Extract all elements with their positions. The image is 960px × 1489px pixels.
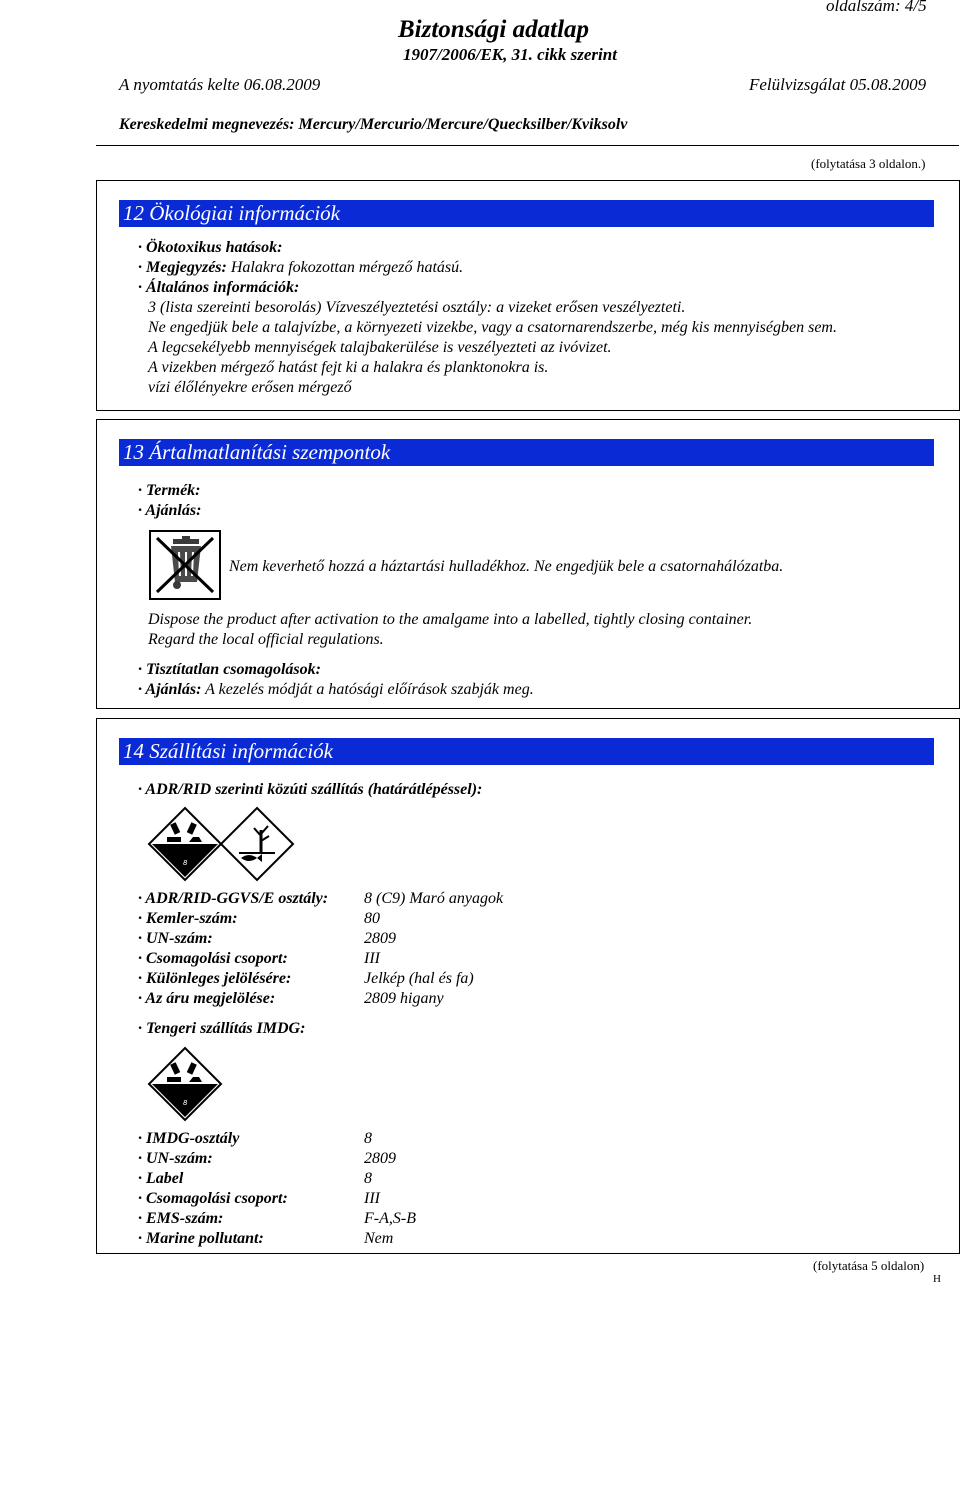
recommendation-label: · Ajánlás:	[138, 502, 202, 519]
svg-text:8: 8	[183, 859, 188, 867]
imdg-row-value: F-A,S-B	[364, 1210, 416, 1227]
adr-row-label: · ADR/RID-GGVS/E osztály:	[138, 890, 329, 907]
imdg-row-value: Nem	[364, 1230, 394, 1247]
imdg-heading: · Tengeri szállítás IMDG:	[138, 1020, 306, 1037]
general-info-label: · Általános információk:	[138, 279, 300, 296]
adr-row-value: III	[364, 950, 380, 967]
corrosive-hazard-icon	[147, 806, 223, 882]
imdg-row-label: · IMDG-osztály	[138, 1130, 240, 1147]
print-date: A nyomtatás kelte 06.08.2009	[119, 75, 321, 94]
packaging-recommend-label: · Ajánlás:	[138, 681, 202, 698]
revision-date: Felülvizsgálat 05.08.2009	[749, 75, 927, 94]
imdg-row-value: III	[364, 1190, 380, 1207]
imdg-row-label: · Marine pollutant:	[138, 1230, 264, 1247]
trade-name: Kereskedelmi megnevezés: Mercury/Mercurio/Mercure/Quecksilber/Kviksolv	[119, 116, 628, 133]
section-12-heading: 12 Ökológiai információk	[119, 200, 934, 227]
eco-line: Ne engedjük bele a talajvízbe, a környezeti vizekbe, vagy a csatornarendszerbe, még kis mennyiségben sem.	[148, 319, 837, 336]
imdg-row-label: · EMS-szám:	[138, 1210, 224, 1227]
imdg-row-value: 8	[364, 1130, 372, 1147]
adr-row-value: 8 (C9) Maró anyagok	[364, 890, 504, 907]
dispose-line: Regard the local official regulations.	[148, 631, 384, 648]
eco-line: 3 (lista szereinti besorolás) Vízveszélyeztetési osztály: a vizeket erősen veszélyezteti.	[148, 299, 686, 316]
adr-row-label: · Az áru megjelölése:	[138, 990, 276, 1007]
note-row	[138, 258, 463, 278]
adr-row-value: 80	[364, 910, 380, 927]
document-subtitle: 1907/2006/EK, 31. cikk szerint	[403, 45, 617, 64]
adr-row-label: · Csomagolási csoport:	[138, 950, 288, 967]
eco-line: A legcsekélyebb mennyiségek talajbakerülése is veszélyezteti az ivóvizet.	[148, 339, 612, 356]
note-label: · Megjegyzés:	[138, 259, 227, 276]
packaging-recommend-text: A kezelés módját a hatósági előírások szabják meg.	[201, 681, 534, 698]
continued-to: (folytatása 5 oldalon)	[813, 1258, 925, 1273]
corrosive-hazard-icon	[147, 1046, 223, 1122]
crossed-bin-icon	[149, 530, 221, 600]
imdg-row-label: · Label	[138, 1170, 184, 1187]
adr-row-value: 2809	[364, 930, 396, 947]
product-label: · Termék:	[138, 482, 201, 499]
adr-row-label: · Kemler-szám:	[138, 910, 238, 927]
imdg-row-label: · Csomagolási csoport:	[138, 1190, 288, 1207]
adr-row-label: · UN-szám:	[138, 930, 213, 947]
header-divider	[96, 145, 959, 146]
section-13-heading: 13 Ártalmatlanítási szempontok	[119, 439, 934, 466]
adr-row-value: 2809 higany	[364, 990, 444, 1007]
imdg-row-label: · UN-szám:	[138, 1150, 213, 1167]
dispose-line: Dispose the product after activation to the amalgame into a labelled, tightly closing container.	[148, 611, 753, 628]
imdg-row-value: 8	[364, 1170, 372, 1187]
document-title: Biztonsági adatlap	[398, 16, 590, 43]
section-14-heading: 14 Szállítási információk	[119, 738, 934, 765]
imdg-row-value: 2809	[364, 1150, 396, 1167]
eco-line: A vizekben mérgező hatást fejt ki a halakra és planktonokra is.	[148, 359, 549, 376]
continued-from: (folytatása 3 oldalon.)	[811, 156, 926, 171]
adr-row-value: Jelkép (hal és fa)	[364, 970, 474, 987]
packaging-row	[138, 680, 534, 700]
adr-heading: · ADR/RID szerinti közúti szállítás (határátlépéssel):	[138, 781, 483, 798]
environment-hazard-icon	[219, 806, 295, 882]
bin-note: Nem keverhető hozzá a háztartási hulladékhoz. Ne engedjük bele a csatornahálózatba.	[229, 558, 784, 575]
note-text: Halakra fokozottan mérgező hatású.	[226, 259, 464, 276]
eco-line: vízi élőlényekre erősen mérgező	[148, 379, 352, 396]
svg-text:8: 8	[183, 1099, 188, 1107]
ecotox-label: · Ökotoxikus hatások:	[138, 239, 283, 256]
packaging-label: · Tisztítatlan csomagolások:	[138, 661, 321, 678]
language-code: H	[933, 1273, 941, 1285]
page-number: oldalszám: 4/5	[826, 0, 927, 15]
adr-row-label: · Különleges jelölésére:	[138, 970, 292, 987]
